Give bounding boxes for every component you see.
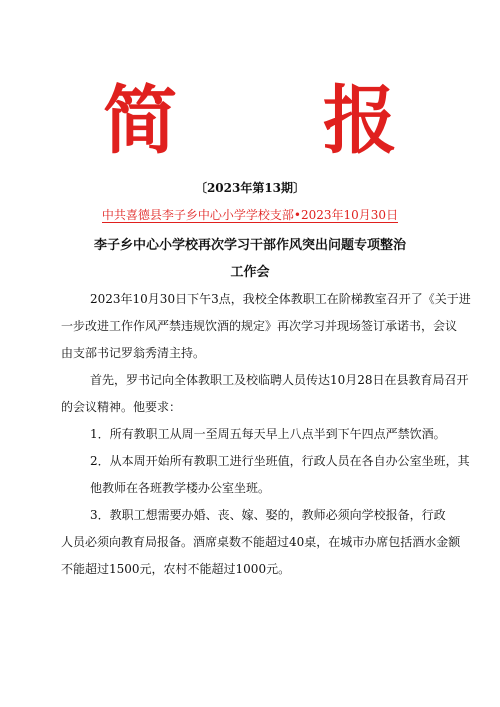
body-line: 由支部书记罗翁秀清主持。: [61, 346, 206, 360]
body-line: 他教师在各班教学楼办公室坐班。: [90, 481, 271, 495]
body-line: 2023年10月30日下午3点，我校全体教职工在阶梯教室召开了《关于进: [90, 292, 471, 306]
body-line: 1．所有教职工从周一至周五每天早上八点半到下午四点严禁饮酒。: [90, 427, 446, 441]
unit-date-line: [0, 207, 500, 223]
report-title-line-1: 李子乡中心小学校再次学习干部作风突出问题专项整治: [93, 238, 406, 253]
body-line: 3．教职工想需要办婚、丧、嫁、娶的，教师必须向学校报备，行政: [90, 508, 446, 522]
issue-number: 〔2023年第13期〕: [194, 181, 306, 195]
unit-date-text: 中共喜德县李子乡中心小学学校支部•2023年10月30日: [101, 208, 399, 222]
report-title-line-2: 工作会: [230, 265, 270, 280]
body-line: 人员必须向教育局报备。酒席桌数不能超过40桌，在城市办席包括酒水金额: [61, 535, 461, 549]
masthead-title: 简 报: [103, 78, 457, 164]
body-line: 不能超过1500元，农村不能超过1000元。: [61, 562, 291, 576]
body-line: 首先，罗书记向全体教职工及校临聘人员传达10月28日在县教育局召开: [90, 373, 469, 387]
body-line: 2．从本周开始所有教职工进行坐班值，行政人员在各自办公室坐班，其: [90, 454, 470, 468]
body-line: 一步改进工作作风严禁违规饮酒的规定》再次学习并现场签订承诺书，会议: [61, 319, 458, 333]
body-line: 的会议精神。他要求：: [61, 400, 182, 414]
